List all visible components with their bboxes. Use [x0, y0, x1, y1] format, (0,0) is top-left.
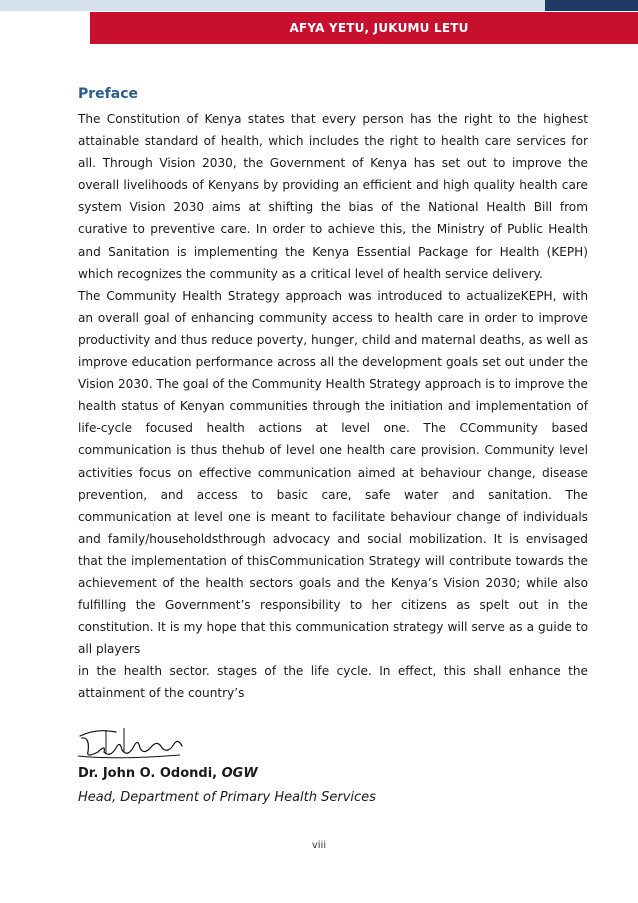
- page-number: viii: [311, 840, 327, 851]
- handwritten-signature: [76, 722, 186, 762]
- paragraph: The Community Health Strategy approach was introduced to actualizeKEPH, with an overall goal of enhancing community access to health care in order to improve productivity and thus reduce poverty, hunger, child and maternal deaths, as well as improve education performance across all the development goals set out under the Vision 2030. The goal of the Community Health Strategy approach is to improve the health status of Kenyan communities through the initiation and implementation of life-cycle focused health actions at level one. The CCommunity based communication is thus thehub of level one health care provision. Community level activities focus on effective communication aimed at behaviour change, disease prevention, and access to basic care, safe water and sanitation. The communication at level one is meant to facilitate behaviour change of individuals and family/householdsthrough advocacy and social mobilization. It is envisaged that the implementation of thisCommunication Strategy will contribute towards the achievement of the health sectors goals and the Kenya’s Vision 2030; while also fulfilling the Government’s responsibility to her citizens as spelt out in the constitution. It is my hope that this communication strategy will serve as a guide to all players: [78, 288, 588, 657]
- top-color-strip-dark: [545, 0, 638, 11]
- paragraph: The Constitution of Kenya states that every person has the right to the highest attainable standard of health, which includes the right to health care services for all. Through Vision 2030, the Government of Kenya has set out to improve the overall livelihoods of Kenyans by providing an efficient and high quality health care system Vision 2030 aims at shifting the bias of the National Health Bill from curative to preventive care. In order to achieve this, the Ministry of Public Health and Sanitation is implementing the Kenya Essential Package for Health (KEPH) which recognizes the community as a critical level of health service delivery.: [78, 112, 588, 281]
- running-header: [90, 12, 638, 44]
- running-header-title: AFYA YETU, JUKUMU LETU: [289, 21, 469, 35]
- section-title: Preface: [78, 86, 138, 102]
- signatory-honor: OGW: [221, 766, 258, 781]
- preface-section: [78, 84, 588, 705]
- paragraph: in the health sector. stages of the life cycle. In effect, this shall enhance the attainment of the country’s: [78, 664, 588, 701]
- signatory-name: [78, 766, 258, 781]
- signatory-title: Head, Department of Primary Health Services: [78, 790, 376, 805]
- signatory-name-text: Dr. John O. Odondi,: [78, 766, 222, 781]
- top-color-strip: [0, 0, 545, 11]
